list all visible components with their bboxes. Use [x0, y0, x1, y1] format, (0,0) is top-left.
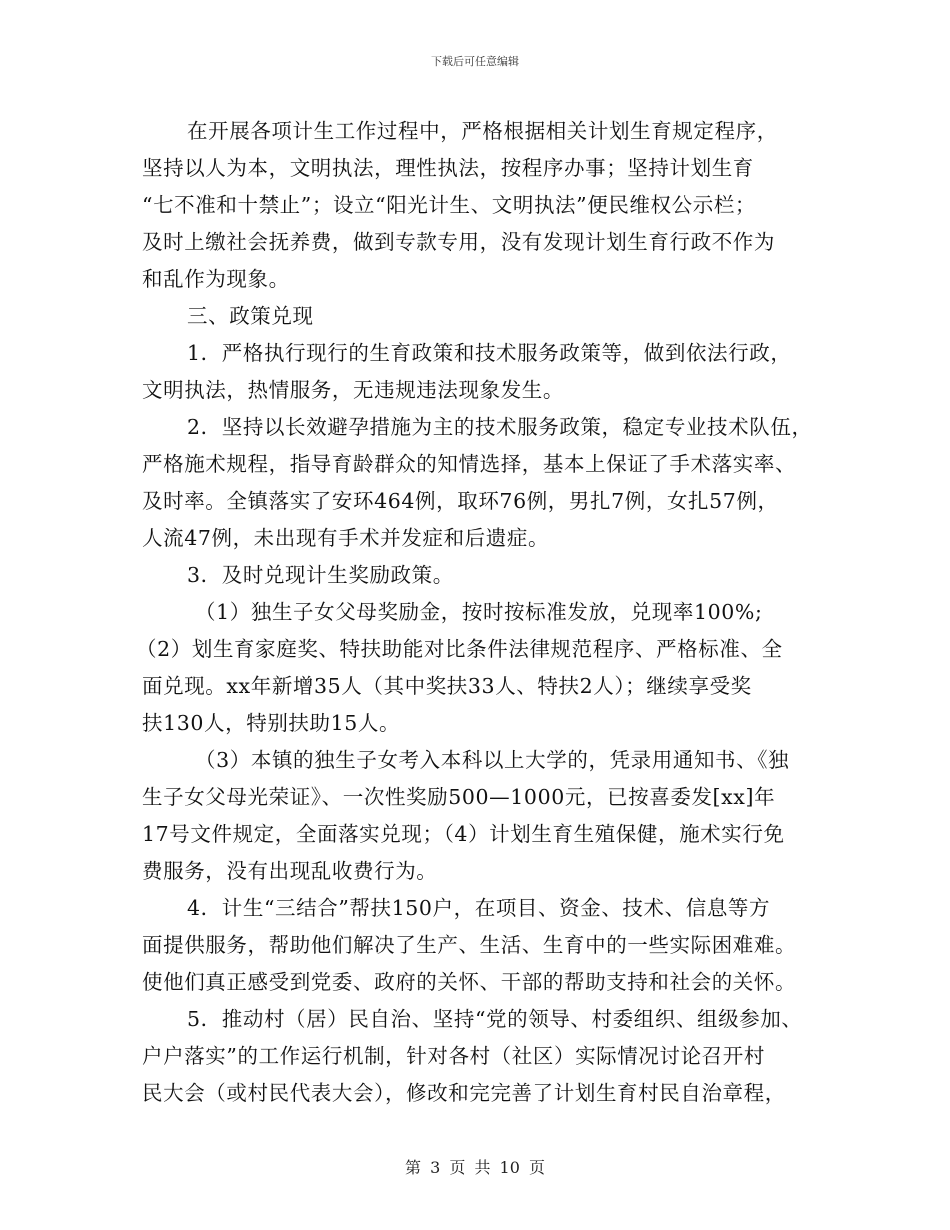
text-line: 及时率。全镇落实了安环464例，取环76例，男扎7例，女扎57例，	[142, 489, 779, 513]
text-line: （3）本镇的独生子女考入本科以上大学的，凭录用通知书、《独	[195, 748, 790, 772]
text-line: （2）划生育家庭奖、特扶助能对比条件法律规范程序、严格标准、全	[136, 637, 783, 661]
text-line: 面兑现。xx年新增35人（其中奖扶33人、特扶2人）；继续享受奖	[142, 674, 752, 698]
text-line: 费服务，没有出现乱收费行为。	[142, 859, 438, 883]
text-line: （1）独生子女父母奖励金，按时按标准发放，兑现率100%;	[195, 600, 763, 624]
text-line: “七不准和十禁止”；设立“阳光计生、文明执法”便民维权公示栏；	[142, 193, 757, 217]
text-line: 17号文件规定，全面落实兑现；（4）计划生育生殖保健，施术实行免	[142, 822, 785, 846]
text-line: 使他们真正感受到党委、政府的关怀、干部的帮助支持和社会的关怀。	[142, 970, 797, 994]
text-line: 在开展各项计生工作过程中，严格根据相关计划生育规定程序，	[187, 119, 778, 143]
text-line: 坚持以人为本，文明执法，理性执法，按程序办事；坚持计划生育	[142, 156, 754, 180]
text-line: 和乱作为现象。	[142, 267, 290, 291]
text-line: 1．严格执行现行的生育政策和技术服务政策等，做到依法行政，	[187, 341, 792, 365]
text-line: 文明执法，热情服务，无违规违法现象发生。	[142, 378, 564, 402]
text-line: 严格施术规程，指导育龄群众的知情选择，基本上保证了手术落实率、	[142, 452, 797, 476]
text-line: 人流47例，未出现有手术并发症和后遗症。	[142, 526, 550, 550]
text-line: 3．及时兑现计生奖励政策。	[187, 563, 454, 587]
text-line: 4．计生“三结合”帮扶150户，在项目、资金、技术、信息等方	[187, 896, 771, 920]
section-heading: 三、政策兑现	[187, 304, 314, 328]
text-line: 扶130人，特别扶助15人。	[142, 711, 401, 735]
text-line: 5．推动村（居）民自治、坚持“党的领导、村委组织、组级参加、	[187, 1007, 803, 1031]
text-line: 户户落实”的工作运行机制，针对各村（社区）实际情况讨论召开村	[142, 1044, 765, 1068]
text-line: 及时上缴社会抚养费，做到专款专用，没有发现计划生育行政不作为	[142, 230, 775, 254]
text-line: 面提供服务，帮助他们解决了生产、生活、生育中的一些实际困难难。	[142, 933, 797, 957]
text-line: 民大会（或村民代表大会），修改和完完善了计划生育村民自治章程，	[142, 1081, 786, 1105]
text-line: 2．坚持以长效避孕措施为主的技术服务政策，稳定专业技术队伍，	[187, 415, 813, 439]
page-header: 下载后可任意编辑	[431, 55, 519, 68]
page-number-footer: 第 3 页 共 10 页	[405, 1158, 545, 1177]
text-line: 生子女父母光荣证》、一次性奖励500—1000元，已按喜委发[xx]年	[142, 785, 776, 809]
